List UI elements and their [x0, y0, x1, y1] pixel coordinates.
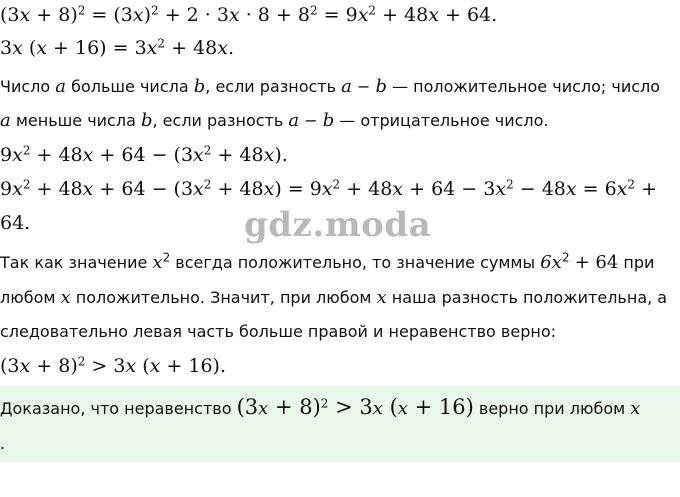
conclusion-line: Доказано, что неравенство $(3x + 8)^2 > 3x$ (x + 16) верно при любом x: [0, 395, 641, 419]
watermark-logo: gdz.moda: [244, 205, 432, 245]
inequality-statement: $(3x + 8)^2 > 3x$ (x + 16).: [0, 354, 226, 377]
equation-product-expansion: 3x $(x + 16) = 3x^2 + 48x$.: [0, 36, 234, 59]
explanation-line-1: Так как значение $x^2$ всегда положительно, то значение суммы $6x^2 + 64$ при: [0, 250, 655, 273]
explanation-line-2: любом x положительно. Значит, при любом x наша разность положительна, а: [0, 287, 668, 308]
equation-difference-computed: $9x^2 + 48x + 64 - (3x^2 + 48x) = 9x^2 + 48x + 64 - 3x^2 - 48x = 6x^2$ +: [0, 177, 658, 200]
rule-paragraph-line-2: a меньше числа b, если разность a − b — отрицательное число.: [0, 110, 549, 131]
explanation-line-3: следовательно левая часть больше правой и неравенство верно:: [0, 322, 556, 341]
equation-difference-result-end: 64.: [0, 212, 31, 234]
rule-paragraph-line-1: Число a больше числа b, если разность a − b — положительное число; число: [0, 76, 661, 97]
equation-difference: $9x^2 + 48x + 64 - (3x^2 + 48x)$.: [0, 143, 288, 166]
equation-square-expansion: $(3x + 8)^2 = (3x)^2 + 2 \cdot 3x \cdot 8 + 8^2 = 9x^2 + 48x + 64$.: [0, 3, 498, 26]
conclusion-end: .: [0, 434, 6, 453]
